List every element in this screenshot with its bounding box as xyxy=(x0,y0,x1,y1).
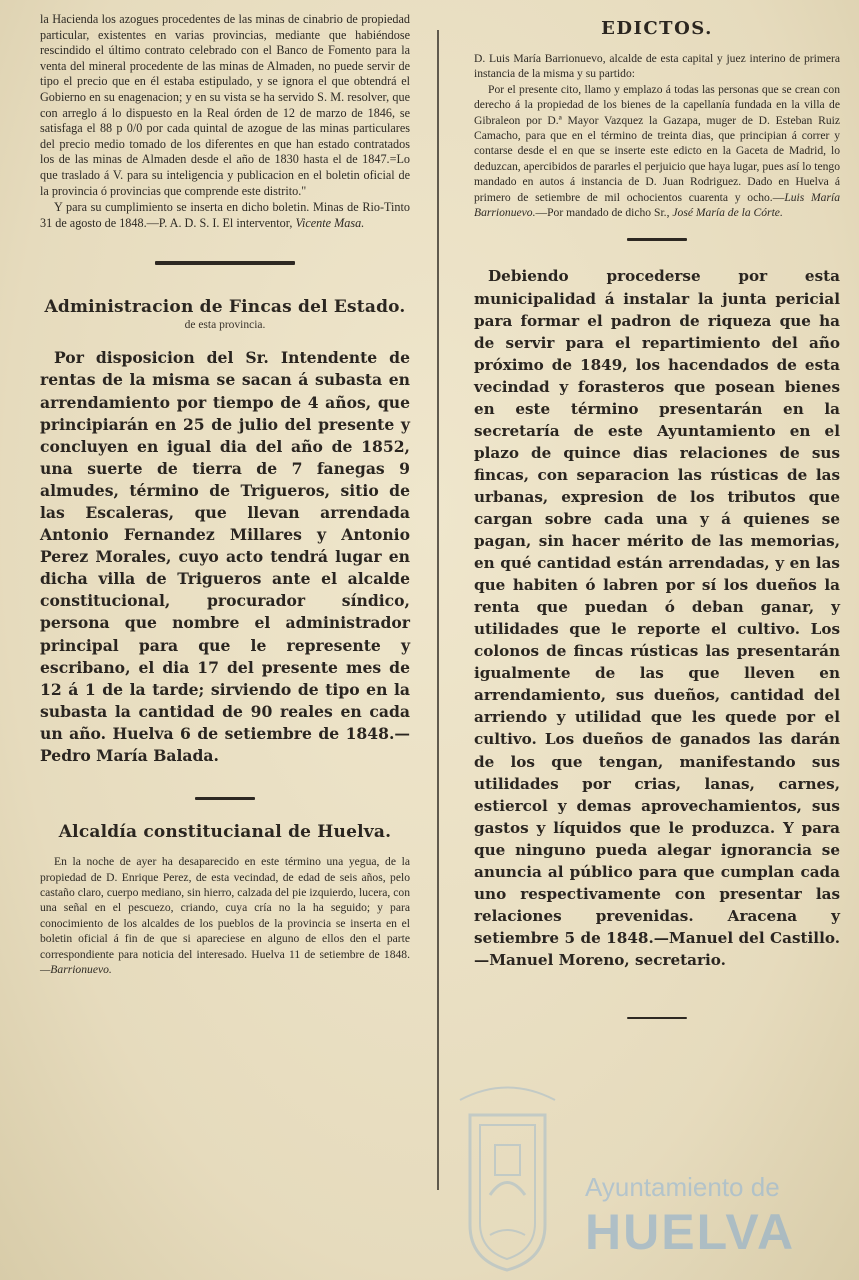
notice-signature: Vicente Masa. xyxy=(295,215,365,230)
aracena-notice-text: Debiendo procederse por esta municipalidad á instalar la junta pericial para formar el padron de riqueza que ha de servir para el repartimiento del año próximo de 1849, los hacendados de esta vecindad y forasteros que posean bienes en este término presentarán en la secretaría de este Ayuntamiento en el plazo de quince dias relaciones de sus fincas, con separacion las rústicas de las urbanas, expresion de los tributos que cargan sobre cada una y á quienes se pagan, sin hacer mérito de las memorias, en qué cantidad están arrendadas, y en las que habiten ó labren por sí los dueños la renta que puedan ó deban ganar, y utilidades que le reporte el cultivo. Los colonos de fincas rústicas las presentarán igualmente de las que lleven en arrendamiento, sus dueños, cantidad del arriendo y utilidad que les quede por el cultivo. Los dueños de ganados las darán de los que tengan, manifestando sus utilidades por crias, lanas, carnes, estiercol y demas aprovechamientos, sus gastos y líquidos que le produzca. Y para que ninguno pueda alegar ignorancia se anuncia al público para que cumplan cada uno respectivamente con presentar las relaciones prevenidas. Aracena y setiembre 5 de 1848.—Manuel del Castillo.—Manuel Moreno, secretario. xyxy=(474,267,840,969)
edictos-signature-2: José María de la Córte. xyxy=(672,206,783,220)
right-column xyxy=(474,12,840,1019)
admin-heading: Administracion de Fincas del Estado. xyxy=(44,297,406,318)
edictos-body xyxy=(474,82,840,221)
alcaldia-heading: Alcaldía constitucianal de Huelva. xyxy=(58,822,392,843)
alcaldia-notice-text: En la noche de ayer ha desaparecido en este término una yegua, de la propiedad de D. Enrique Perez, de esta vecindad, de edad de seis años, pelo castaño claro, cuerpo mediano, sin hierro, calzada del pie izquierdo, lucera, con una señal en el pescuezo, criando, cuya cría no la ha seguido; y para conocimiento de los alcaldes de los pueblos de la provincia se inserta en el boletin oficial á fin de que si apareciese en alguno de ellos den el parte correspondiente para noticia del interesado. Huelva 11 de setiembre de 1848. xyxy=(40,855,410,961)
left-column xyxy=(40,12,410,977)
watermark-line-2: HUELVA xyxy=(585,1204,796,1260)
admin-subheading: de esta provincia. xyxy=(184,319,266,332)
notice-closing-text: Y para su cumplimiento se inserta en dicho boletin. Minas de Rio-Tinto 31 de agosto de 1848.—P. A. D. S. I. El interventor, xyxy=(40,200,410,230)
edictos-mid-text: —Por mandado de dicho Sr., xyxy=(535,206,670,220)
continued-notice-text: la Hacienda los azogues procedentes de las minas de cinabrio de propiedad particular, existentes en varias provincias, mediante que habiéndose rescindido el último contrato celebrado con el Banco de Fomento para la venta del mineral procedente de las minas de Almaden, no puede servir de tipo el precio que en él estaba estipulado, y se ignora el que obtendrá el Gobierno en su enagenacion; y en su vista se ha servido S. M. resolver, que con arreglo á lo dispuesto en la Real órden de 12 de marzo de 1846, se satisfaga el 88 p 0/0 por cada quintal de azogue de las minas particulares del precio medio tomado de los diferentes en que han estado contratados los de las minas de Almaden desde el año de 1830 hasta el de 1847.=Lo que traslado á V. para su inteligencia y publicacion en el boletin oficial de la provincia ó provincias que comprende este distrito." xyxy=(40,12,410,198)
edictos-signature-1: Luis María Barrionuevo. xyxy=(474,190,840,220)
alcaldia-notice xyxy=(40,854,410,977)
edictos-body-text: Por el presente cito, llamo y emplazo á todas las personas que se crean con derecho á la propiedad de los bienes de la capellanía fundada en la villa de Gibraleon por D.ª Mayor Vazquez la Gazapa, muger de D. Esteban Ruiz Camacho, para que en el término de treinta dias, que principian á correr y contarse desde el en que se inserte este edicto en la Gaceta de Madrid, lo deduzcan, apercibidos de pararles el perjuicio que haya lugar, pues así lo tengo mandado en autos á instancia de D. Juan Rodriguez. Dado en Huelva á primero de setiembre de mil ochocientos cuarenta y ocho.— xyxy=(474,82,840,204)
column-divider xyxy=(437,30,439,1190)
watermark-line-1: Ayuntamiento de xyxy=(585,1172,780,1202)
admin-notice-text: Por disposicion del Sr. Intendente de rentas de la misma se sacan á subasta en arrendamiento por tiempo de 4 años, que principiarán en 25 de julio del presente y concluyen en igual dia del año de 1852, una suerte de tierra de 7 fanegas 9 almudes, término de Trigueros, sitio de las Escaleras, que llevan arrendada Antonio Fernandez Millares y Antonio Perez Morales, cuyo acto tendrá lugar en dicha villa de Trigueros ante el alcalde constitucional, procurador síndico, persona que nombre el administrador principal para que le represente y escribano, el dia 17 del presente mes de 12 á 1 de la tarde; sirviendo de tipo en la subasta la cantidad de 90 reales en cada un año. Huelva 6 de setiembre de 1848.—Pedro María Balada. xyxy=(40,348,410,765)
section-rule xyxy=(627,1017,687,1019)
edictos-intro: D. Luis María Barrionuevo, alcalde de esta capital y juez interino de primera instancia de la misma y su partido: xyxy=(474,52,840,81)
edictos-heading: EDICTOS. xyxy=(601,18,713,39)
notice-closing xyxy=(40,200,410,231)
alcaldia-signature: —Barrionuevo. xyxy=(40,962,112,976)
